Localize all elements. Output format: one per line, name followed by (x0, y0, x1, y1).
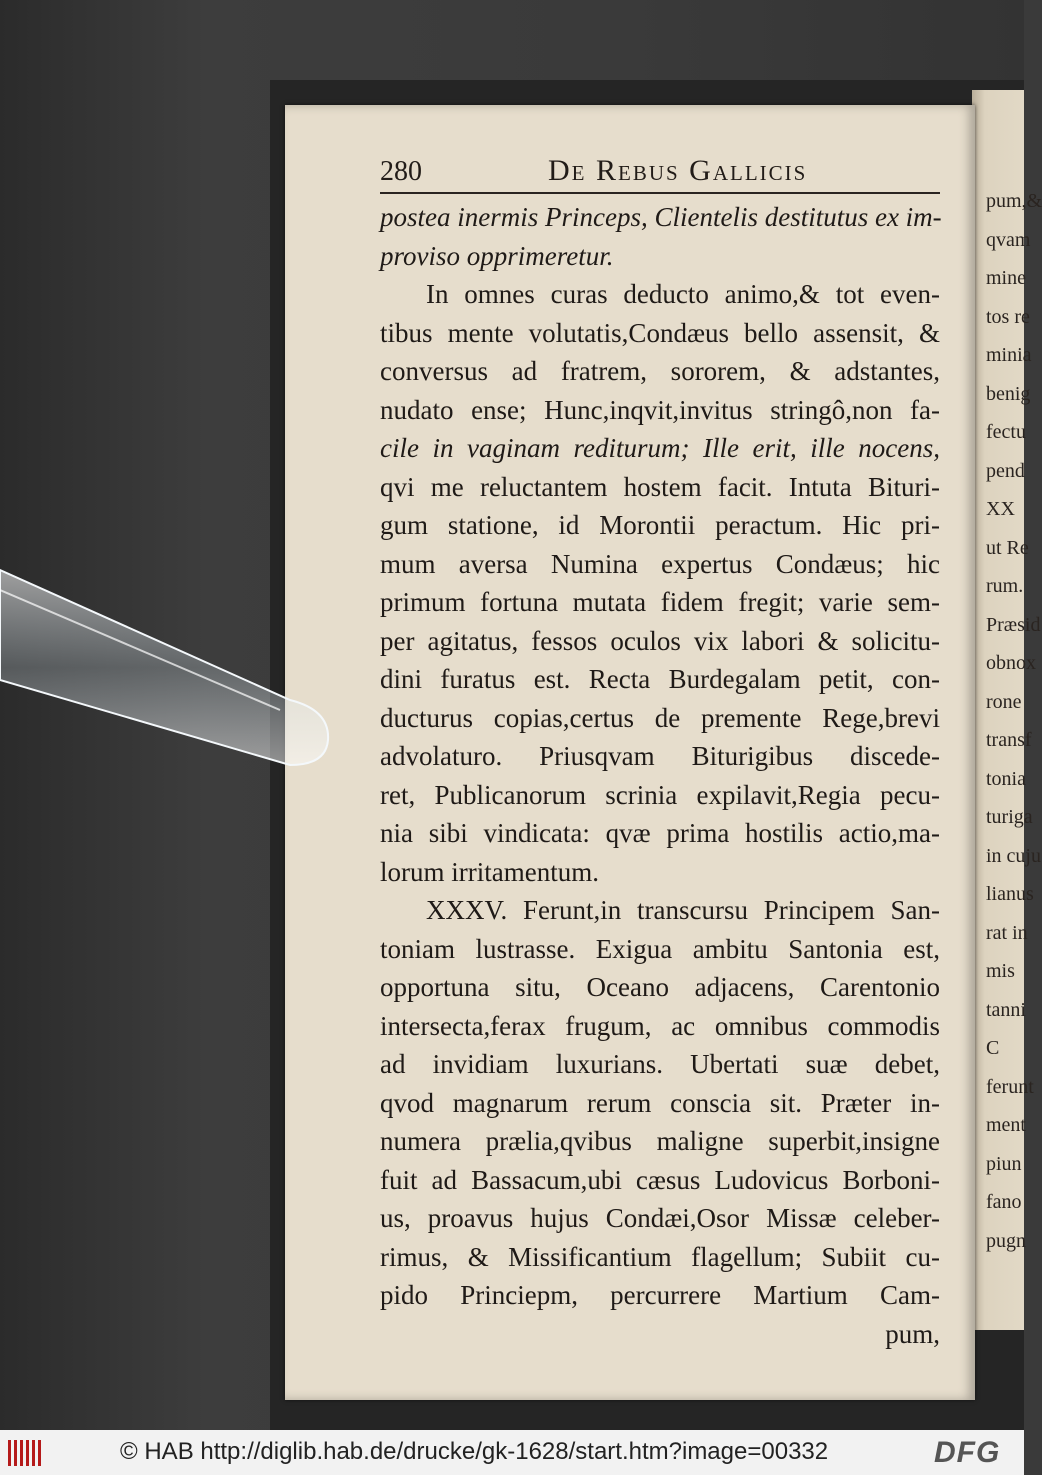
footer-credit-link[interactable]: © HAB http://diglib.hab.de/drucke/gk-1628/start.htm?image=00332 (120, 1438, 829, 1465)
facing-page-fragment: qvam (986, 228, 1031, 251)
text-line: toniam lustrasse. Exigua ambitu Santonia est, (380, 933, 940, 964)
header-rule (380, 192, 940, 194)
text-line: ret, Publicanorum scrinia expilavit,Regia pecu- (380, 779, 940, 810)
facing-page-fragment: pugn (986, 1229, 1026, 1252)
facing-page-fragment: ut Re (986, 536, 1029, 559)
facing-page-fragment: obnox (986, 652, 1036, 674)
body-text (380, 198, 940, 1353)
text-line: In omnes curas deducto animo,& tot even- (426, 279, 940, 309)
text-line: conversus ad fratrem, sororem, & adstantes, (380, 356, 940, 386)
facing-page-fragment: transf (986, 729, 1032, 751)
text-line: per agitatus, fessos oculos vix labori & solicitu- (380, 625, 940, 656)
text-line: advolaturo. Priusqvam Biturigibus discede- (380, 741, 940, 771)
facing-page-edge (972, 90, 1042, 1330)
text-line: lorum irritamentum. (380, 856, 599, 887)
text-line: fuit ad Bassacum,ubi cæsus Ludovicus Borboni- (380, 1164, 940, 1195)
footer-bar (0, 1430, 1024, 1475)
facing-page-fragment: in cuju (986, 844, 1041, 867)
facing-page-fragment: rum. (986, 575, 1024, 597)
facing-page-fragment: C (986, 1037, 1000, 1059)
text-line: us, proavus hujus Condæi,Osor Missæ celeber- (380, 1203, 940, 1233)
text-line: dini furatus est. Recta Burdegalam petit, con- (380, 664, 940, 694)
text-line: nudato ense; Hunc,inqvit,invitus stringô,non fa- (380, 394, 940, 425)
text-line: mum aversa Numina expertus Condæus; hic (380, 548, 940, 579)
facing-page-fragment: minia (986, 344, 1032, 366)
facing-page-fragment: rat in (986, 921, 1028, 944)
text-line: numera prælia,qvibus maligne superbit,insigne (380, 1126, 940, 1156)
text-line: proviso opprimeretur. (380, 240, 614, 271)
facing-page-fragment: fano (986, 1191, 1022, 1213)
facing-page-fragment: tanni (986, 998, 1026, 1021)
text-line: XXXV. Ferunt,in transcursu Principem San- (426, 895, 940, 925)
facing-page-fragment: pum,& (986, 190, 1042, 212)
text-line: primum fortuna mutata fidem fregit; varie sem- (380, 587, 940, 617)
page-number: 280 (380, 156, 422, 187)
facing-page-fragment: ment (986, 1114, 1026, 1136)
catchword: pum, (885, 1318, 940, 1349)
facing-page-fragment: piun (986, 1152, 1022, 1175)
text-line: gum statione, id Morontii peractum. Hic pri- (380, 510, 940, 540)
hab-logo-icon (8, 1440, 48, 1466)
running-title: De Rebus Gallicis (548, 154, 808, 187)
glass-pointer-tool (0, 560, 340, 800)
facing-page-fragment: turiga (986, 806, 1033, 828)
text-line: nia sibi vindicata: qvæ prima hostilis actio,ma- (380, 818, 940, 848)
running-head (380, 150, 940, 194)
text-line: rimus, & Missificantium flagellum; Subiit cu- (380, 1241, 940, 1272)
text-line: pido Princiepm, percurrere Martium Cam- (380, 1280, 940, 1310)
facing-page-fragment: ferunt (986, 1075, 1034, 1098)
facing-page-fragment: Præsid (986, 613, 1041, 636)
facing-page-fragment: lianus (986, 883, 1034, 905)
text-line: ad invidiam luxurians. Ubertati suæ debet, (380, 1049, 940, 1079)
facing-page-fragment: tonia (986, 767, 1026, 790)
facing-page-fragment: pend (986, 459, 1025, 482)
text-line: opportuna situ, Oceano adjacens, Carentonio (380, 972, 940, 1002)
text-line: cile in vaginam rediturum; Ille erit, ille nocens, (380, 433, 940, 463)
facing-page-fragment: tos re (986, 305, 1030, 328)
facing-page-fragment: mine (986, 267, 1026, 289)
facing-page-fragment: rone (986, 690, 1022, 713)
dfg-logo: DFG (934, 1436, 1001, 1469)
facing-page-fragment: XX (986, 498, 1015, 520)
text-line: tibus mente volutatis,Condæus bello assensit, & (380, 317, 940, 348)
text-line: qvod magnarum rerum conscia sit. Præter in- (380, 1087, 940, 1118)
facing-page-fragment: fectu (986, 421, 1026, 443)
text-line: intersecta,ferax frugum, ac omnibus commodis (380, 1010, 940, 1041)
text-line: ducturus copias,certus de premente Rege,brevi (380, 702, 940, 733)
facing-page-fragment: benig (986, 382, 1031, 405)
text-line: qvi me reluctantem hostem facit. Intuta Bituri- (380, 471, 940, 502)
facing-page-fragment: mis (986, 960, 1015, 982)
text-line: postea inermis Princeps, Clientelis destitutus ex im- (380, 202, 942, 232)
